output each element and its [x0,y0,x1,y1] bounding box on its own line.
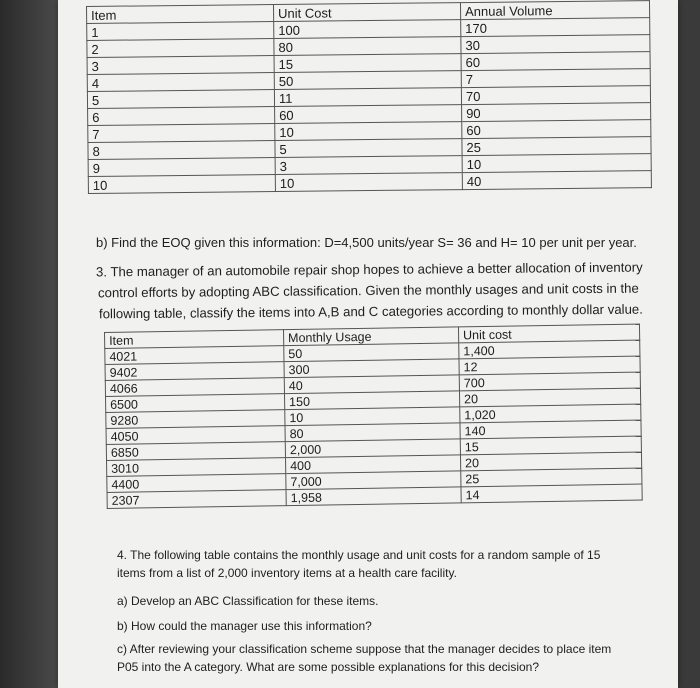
question-3-line-1: 3. The manager of an automobile repair shop hopes to achieve a better allocation of inventory [95,259,643,280]
column-header: Item [87,5,274,24]
column-header: Monthly Usage [283,327,458,346]
table-cell: 7 [88,124,275,143]
question-4-line-2: items from a list of 2,000 inventory items at a health care facility. [117,566,457,580]
table-cell: 50 [274,71,461,90]
table-cell: 6 [88,107,275,126]
table-cell: 50 [284,343,459,362]
table-cell: 15 [460,436,641,455]
table-cell: 7 [461,69,650,88]
table-cell: 4066 [105,378,284,397]
table-cell: 400 [285,455,460,474]
table-cell: 9 [88,158,275,177]
table-cell: 2 [87,39,274,58]
table-cell: 3 [275,156,462,175]
table-cell: 80 [274,37,461,56]
table-cell: 25 [461,468,642,487]
table-cell: 10 [285,407,460,426]
table-cell: 90 [462,103,651,122]
table-cell: 80 [285,423,460,442]
table-cell: 4021 [105,346,284,365]
column-header: Unit cost [458,324,639,343]
background-edge [0,0,58,688]
table-cell: 10 [275,122,462,141]
table-cell: 9402 [105,362,284,381]
table-cell: 150 [284,391,459,410]
table-cell: 3 [87,56,274,75]
table-cell: 15 [274,54,461,73]
table-cell: 1 [87,22,274,41]
table-cell: 8 [88,141,275,160]
question-3-line-3: following table, classify the items into A,B and C categories according to monthly dollar value. [98,301,643,322]
table-cell: 7,000 [286,471,461,490]
column-header: Unit Cost [273,3,460,22]
table-cell: 5 [275,139,462,158]
table-cell: 10 [462,154,651,173]
table-cell: 40 [462,171,651,190]
table-cell: 20 [460,452,641,471]
table-cell: 5 [87,90,274,109]
abc-monthly-usage-table [104,324,643,509]
table-cell: 700 [459,372,640,391]
table-cell: 6850 [106,442,285,461]
table-cell: 60 [275,105,462,124]
table-cell: 4050 [106,426,285,445]
table-cell: 2,000 [285,439,460,458]
table-cell: 70 [461,86,650,105]
table-cell: 25 [462,137,651,156]
table-cell: 4 [87,73,274,92]
table-cell: 10 [275,173,462,192]
table-cell: 1,020 [460,404,641,423]
question-4-part-b: b) How could the manager use this information? [117,619,372,633]
table-cell: 14 [461,484,642,503]
table-cell: 170 [461,18,650,37]
table-cell: 100 [274,20,461,39]
table-cell: 4400 [107,474,286,493]
question-3-line-2: control efforts by adopting ABC classification. Given the monthly usages and unit costs in the [97,280,639,301]
table-cell: 11 [274,88,461,107]
column-header: Annual Volume [460,1,649,20]
item-cost-volume-table [86,0,652,194]
table-cell: 30 [461,35,650,54]
table-cell: 12 [459,356,640,375]
table-cell: 20 [459,388,640,407]
question-4-line-1: 4. The following table contains the monthly usage and unit costs for a random sample of 15 [117,548,601,562]
table-cell: 300 [284,359,459,378]
column-header: Item [105,330,284,349]
table-cell: 6500 [106,394,285,413]
question-4-part-c-line-1: c) After reviewing your classification scheme suppose that the manager decides to place item [117,642,612,656]
table-cell: 60 [461,52,650,71]
question-4-part-a: a) Develop an ABC Classification for these items. [117,594,379,608]
table-cell: 40 [284,375,459,394]
table-cell: 1,958 [286,487,461,506]
table-cell: 140 [460,420,641,439]
table-cell: 3010 [107,458,286,477]
part-b-question: b) Find the EOQ given this information: D=4,500 units/year S= 36 and H= 10 per unit per year. [96,235,637,250]
table-cell: 10 [88,175,275,194]
table-cell: 9280 [106,410,285,429]
question-4-part-c-line-2: P05 into the A category. What are some possible explanations for this decision? [117,660,540,674]
table-cell: 60 [462,120,651,139]
table-cell: 1,400 [459,340,640,359]
table-cell: 2307 [107,490,286,509]
